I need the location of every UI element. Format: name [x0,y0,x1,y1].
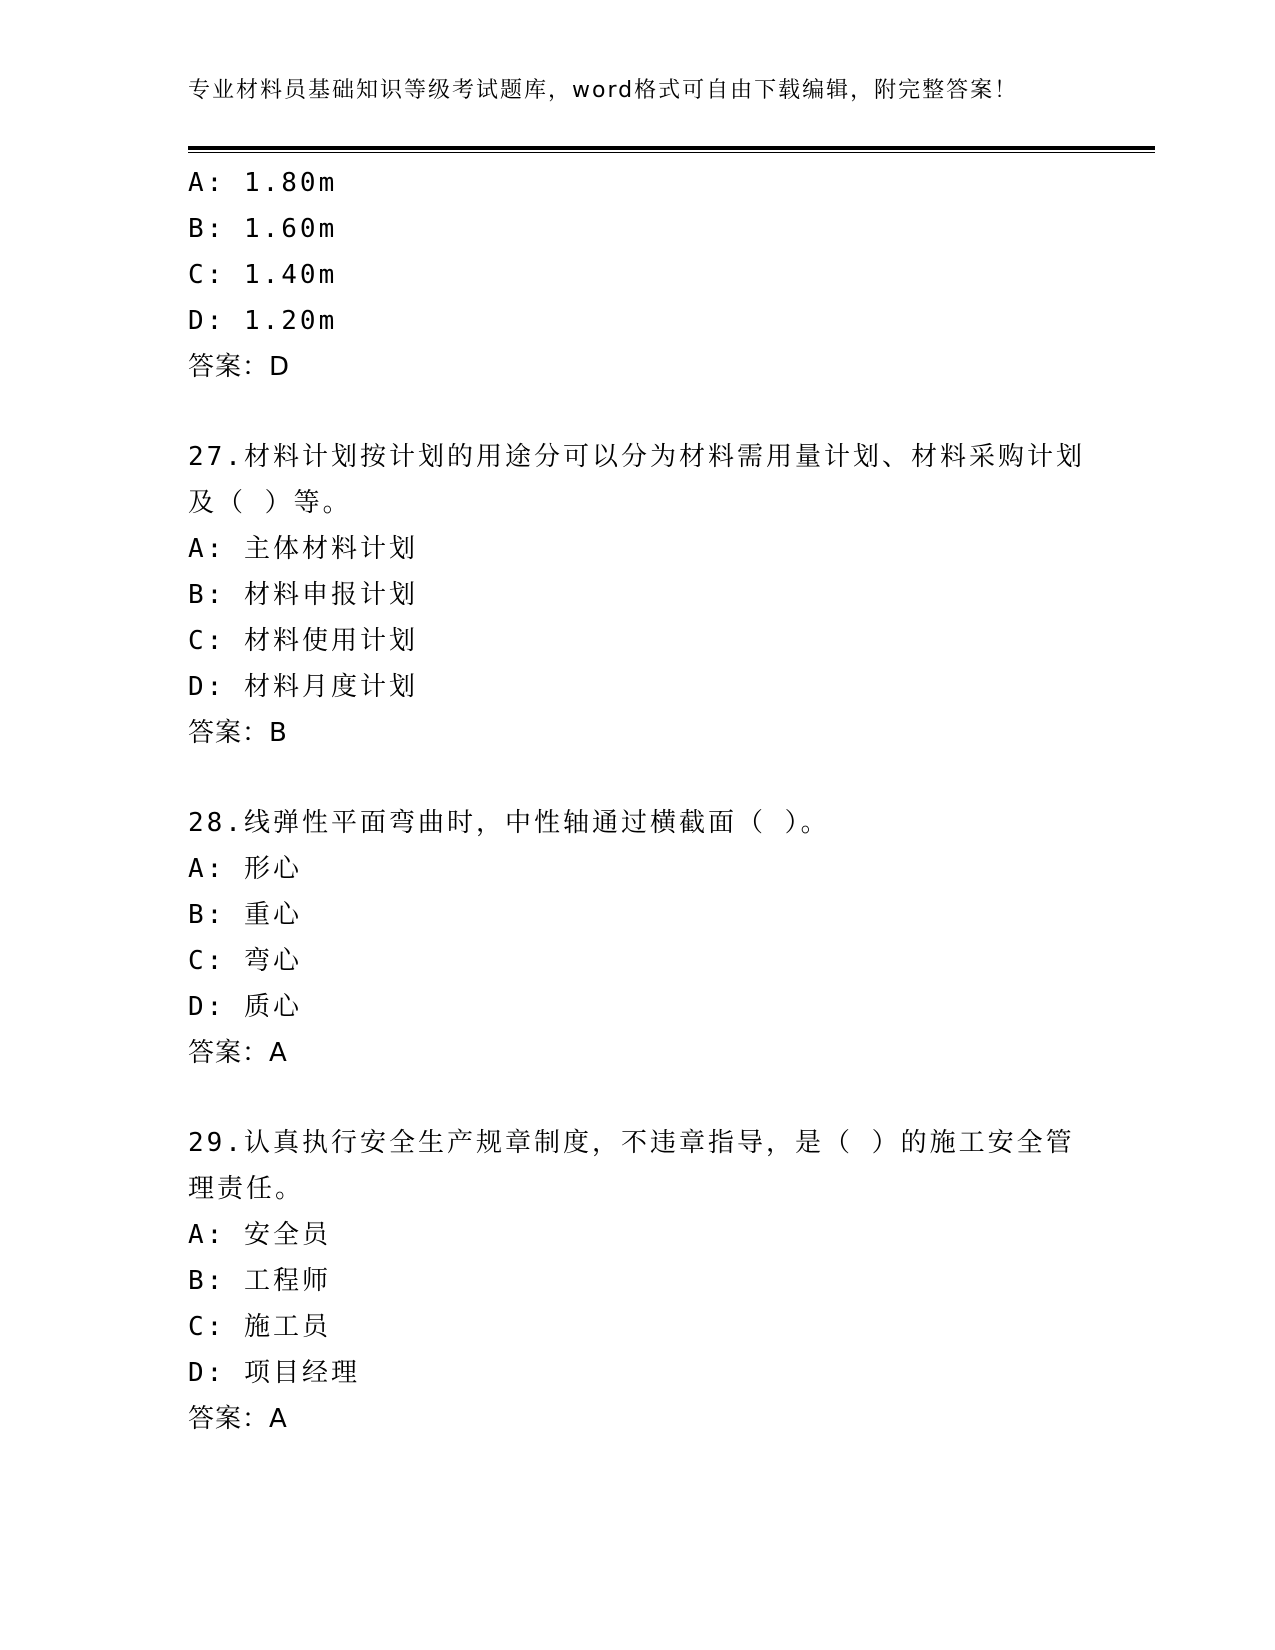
answer: 答案：B [188,718,288,748]
answer: 答案：A [188,1404,288,1434]
answer: 答案：A [188,1038,288,1068]
question-26 [188,160,1088,390]
option-d: D: 质心 [188,992,302,1022]
option-c: C: 施工员 [188,1312,331,1342]
page-header: 专业材料员基础知识等级考试题库，word格式可自由下载编辑，附完整答案！ [188,78,1019,103]
question-list [188,160,1088,1442]
option-b: B: 1.60m [188,214,338,244]
option-a: A: 主体材料计划 [188,534,418,564]
header-divider-thick [188,146,1155,150]
option-b: B: 重心 [188,900,302,930]
question-29 [188,1120,1088,1442]
option-d: D: 1.20m [188,306,338,336]
question-stem-line-1: 28.线弹性平面弯曲时，中性轴通过横截面（ ）。 [188,808,830,838]
question-stem-line-2: 及（ ）等。 [188,488,352,518]
question-stem-line-2: 理责任。 [188,1174,305,1204]
option-b: B: 工程师 [188,1266,331,1296]
option-c: C: 弯心 [188,946,302,976]
option-a: A: 形心 [188,854,302,884]
option-b: B: 材料申报计划 [188,580,418,610]
option-d: D: 项目经理 [188,1358,360,1388]
answer: 答案：D [188,352,291,382]
option-c: C: 材料使用计划 [188,626,418,656]
option-d: D: 材料月度计划 [188,672,418,702]
question-28 [188,800,1088,1076]
question-stem-line-1: 29.认真执行安全生产规章制度，不违章指导，是（ ）的施工安全管 [188,1128,1075,1158]
question-27 [188,434,1088,756]
option-a: A: 1.80m [188,168,338,198]
option-c: C: 1.40m [188,260,338,290]
question-stem-line-1: 27.材料计划按计划的用途分可以分为材料需用量计划、材料采购计划 [188,442,1085,472]
header-divider-thin [188,152,1155,153]
option-a: A: 安全员 [188,1220,331,1250]
